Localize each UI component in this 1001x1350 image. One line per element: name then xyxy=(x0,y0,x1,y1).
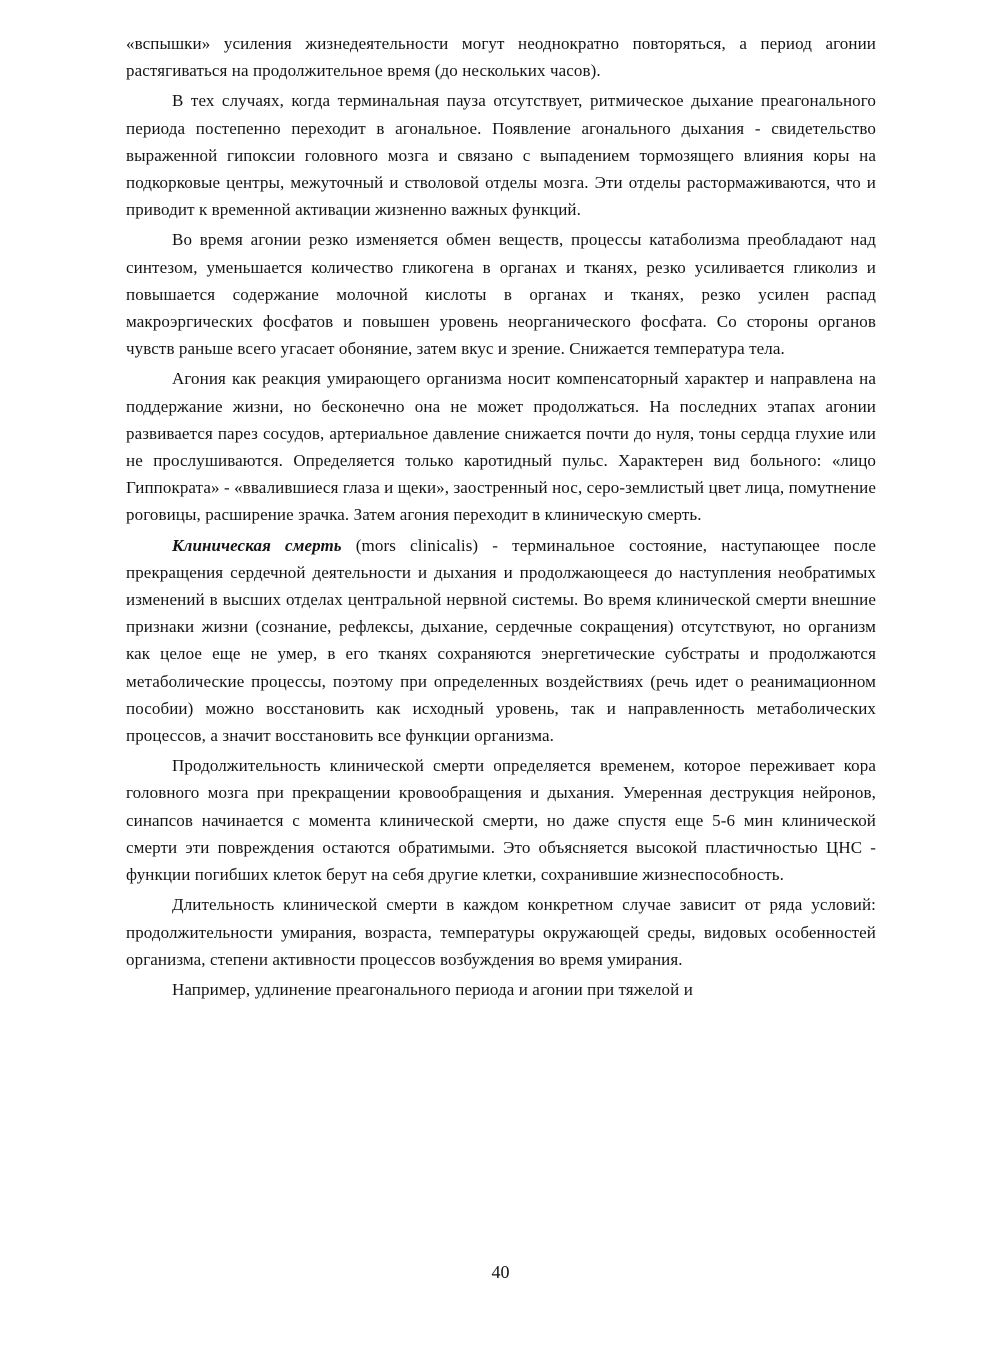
paragraph-compensatory-reaction: Агония как реакция умирающего организма носит компенсаторный характер и направлена на поддержание жизни, но бесконечно она не может продолжаться. На последних этапах агонии развивается парез сосудов, артериальное давление снижается почти до нуля, тоны сердца глухие или не прослушиваются. Определяется только каротидный пульс. Характерен вид больного: «лицо Гиппократа» - «ввалившиеся глаза и щеки», заостренный нос, серо-землистый цвет лица, помутнение роговицы, расширение зрачка. Затем агония переходит в клиническую смерть. xyxy=(126,369,876,525)
page-number: 40 xyxy=(491,1262,510,1282)
paragraph-duration-conditions: Длительность клинической смерти в каждом конкретном случае зависит от ряда условий: продолжительности умирания, возраста, температуры окружающей среды, видовых особенностей организма, степени активности процессов возбуждения во время умирания. xyxy=(126,895,876,969)
paragraph-clinical-death-definition xyxy=(126,532,876,750)
paragraph-metabolism: Во время агонии резко изменяется обмен веществ, процессы катаболизма преобладают над синтезом, уменьшается количество гликогена в органах и тканях, резко усиливается гликолиз и повышается содержание молочной кислоты в органах и тканях, резко усилен распад макроэргических фосфатов и повышен уровень неорганического фосфата. Со стороны органов чувств раньше всего угасает обоняние, затем вкус и зрение. Снижается температура тела. xyxy=(126,230,876,359)
clinical-death-text: (mors clinicalis) - терминальное состояние, наступающее после прекращения сердечной деятельности и дыхания и продолжающееся до наступления необратимых изменений в высших отделах центральной нервной системы. Во время клинической смерти внешние признаки жизни (сознание, рефлексы, дыхание, сердечные сокращения) отсутствуют, но организм как целое еще не умер, в его тканях сохраняются энергетические субстраты и продолжаются метаболические процессы, поэтому при определенных воздействиях (речь идет о реанимационном пособии) можно восстановить как исходный уровень, так и направленность метаболических процессов, а значит восстановить все функции организма. xyxy=(126,535,876,746)
paragraph-example: Например, удлинение преагонального периода и агонии при тяжелой и xyxy=(172,979,693,999)
paragraph-agony-flashes: «вспышки» усиления жизнедеятельности могут неоднократно повторяться, а период агонии растягиваться на продолжительное время (до нескольких часов). xyxy=(126,34,876,81)
paragraph-agonal-breathing: В тех случаях, когда терминальная пауза отсутствует, ритмическое дыхание преагонального периода постепенно переходит в агональное. Появление агонального дыхания - свидетельство выраженной гипоксии головного мозга и связано с выпадением тормозящего влияния коры на подкорковые центры, межуточный и стволовой отделы мозга. Эти отделы растормаживаются, что и приводит к временной активации жизненно важных функций. xyxy=(126,91,876,220)
page-body xyxy=(126,30,876,1006)
term-clinical-death: Клиническая смерть xyxy=(172,535,342,555)
paragraph-clinical-death-duration: Продолжительность клинической смерти определяется временем, которое переживает кора головного мозга при прекращении кровообращения и дыхания. Умеренная деструкция нейронов, синапсов начинается с момента клинической смерти, но даже спустя еще 5-6 мин клинической смерти эти повреждения остаются обратимыми. Это объясняется высокой пластичностью ЦНС - функции погибших клеток берут на себя другие клетки, сохранившие жизнеспособность. xyxy=(126,756,876,885)
